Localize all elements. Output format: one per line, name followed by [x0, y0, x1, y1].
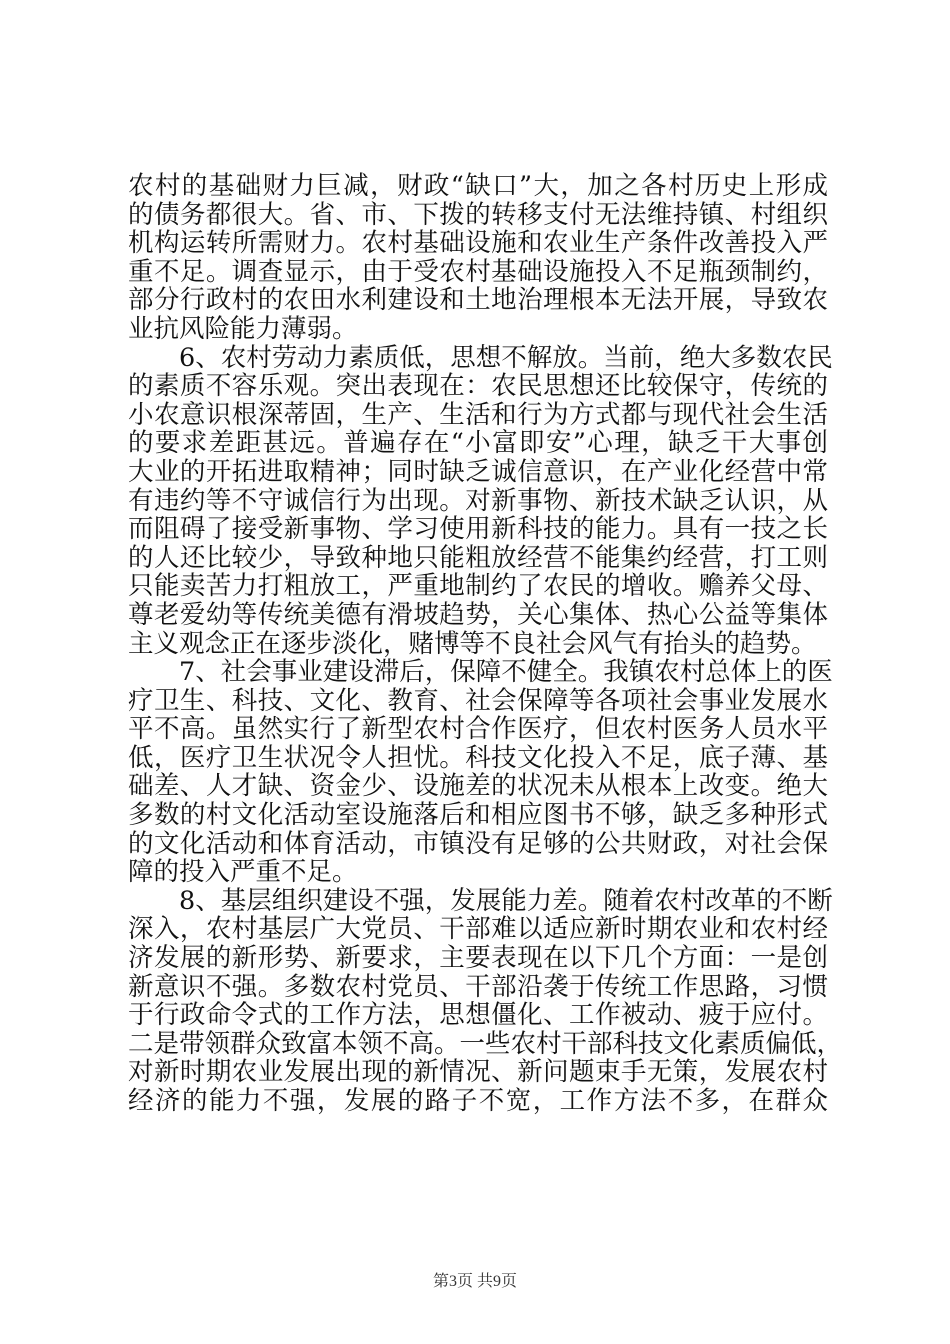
document-body [128, 171, 843, 1116]
text-line: 业抗风险能力薄弱。 [128, 313, 358, 344]
text-line: 6、农村劳动力素质低，思想不解放。当前，绝大多数农民 [128, 342, 833, 373]
text-line: 深入，农村基层广大党员、干部难以适应新时期农业和农村经 [128, 914, 828, 945]
text-line: 的要求差距甚远。普遍存在“小富即安”心理，缺乏干大事创 [128, 428, 828, 459]
text-line: 的素质不容乐观。突出表现在：农民思想还比较保守，传统的 [128, 371, 828, 402]
text-line: 大业的开拓进取精神；同时缺乏诚信意识，在产业化经营中常 [128, 456, 828, 487]
text-line: 于行政命令式的工作方法，思想僵化、工作被动、疲于应付。 [128, 1000, 828, 1031]
text-line: 障的投入严重不足。 [128, 857, 358, 888]
text-line: 础差、人才缺、资金少、设施差的状况未从根本上改变。绝大 [128, 771, 828, 802]
text-line: 而阻碍了接受新事物、学习使用新科技的能力。具有一技之长 [128, 514, 828, 545]
text-line: 二是带领群众致富本领不高。一些农村干部科技文化素质偏低， [128, 1028, 843, 1059]
text-line: 经济的能力不强，发展的路子不宽，工作方法不多，在群众 [128, 1086, 828, 1116]
text-line: 小农意识根深蒂固，生产、生活和行为方式都与现代社会生活 [128, 399, 828, 430]
text-line: 主义观念正在逐步淡化，赌博等不良社会风气有抬头的趋势。 [128, 628, 817, 659]
text-line: 新意识不强。多数农村党员、干部沿袭于传统工作思路，习惯 [128, 971, 828, 1002]
text-line: 多数的村文化活动室设施落后和相应图书不够，缺乏多种形式 [128, 800, 828, 831]
text-line: 尊老爱幼等传统美德有滑坡趋势，关心集体、热心公益等集体 [128, 599, 828, 630]
text-line: 疗卫生、科技、文化、教育、社会保障等各项社会事业发展水 [128, 685, 828, 716]
page-footer: 第3页 共9页 [432, 1273, 517, 1290]
text-line: 平不高。虽然实行了新型农村合作医疗，但农村医务人员水平 [128, 714, 828, 745]
text-line: 的人还比较少，导致种地只能粗放经营不能集约经营，打工则 [128, 542, 828, 573]
text-line: 7、社会事业建设滞后，保障不健全。我镇农村总体上的医 [128, 657, 833, 688]
text-line: 机构运转所需财力。农村基础设施和农业生产条件改善投入严 [128, 228, 828, 259]
text-line: 的债务都很大。省、市、下拨的转移支付无法维持镇、村组织 [128, 199, 828, 230]
text-line: 对新时期农业发展出现的新情况、新问题束手无策，发展农村 [128, 1057, 828, 1088]
text-line: 重不足。调查显示，由于受农村基础设施投入不足瓶颈制约， [128, 256, 828, 287]
text-line: 济发展的新形势、新要求，主要表现在以下几个方面：一是创 [128, 943, 828, 974]
text-line: 有违约等不守诚信行为出现。对新事物、新技术缺乏认识，从 [128, 485, 828, 516]
text-line: 低，医疗卫生状况令人担忧。科技文化投入不足，底子薄、基 [128, 742, 828, 773]
text-line: 部分行政村的农田水利建设和土地治理根本无法开展，导致农 [128, 285, 828, 316]
text-line: 8、基层组织建设不强，发展能力差。随着农村改革的不断 [128, 885, 833, 916]
text-line: 只能卖苦力打粗放工，严重地制约了农民的增收。赡养父母、 [128, 571, 828, 602]
text-line: 的文化活动和体育活动，市镇没有足够的公共财政，对社会保 [128, 828, 828, 859]
text-line: 农村的基础财力巨减，财政“缺口”大，加之各村历史上形成 [128, 171, 828, 201]
